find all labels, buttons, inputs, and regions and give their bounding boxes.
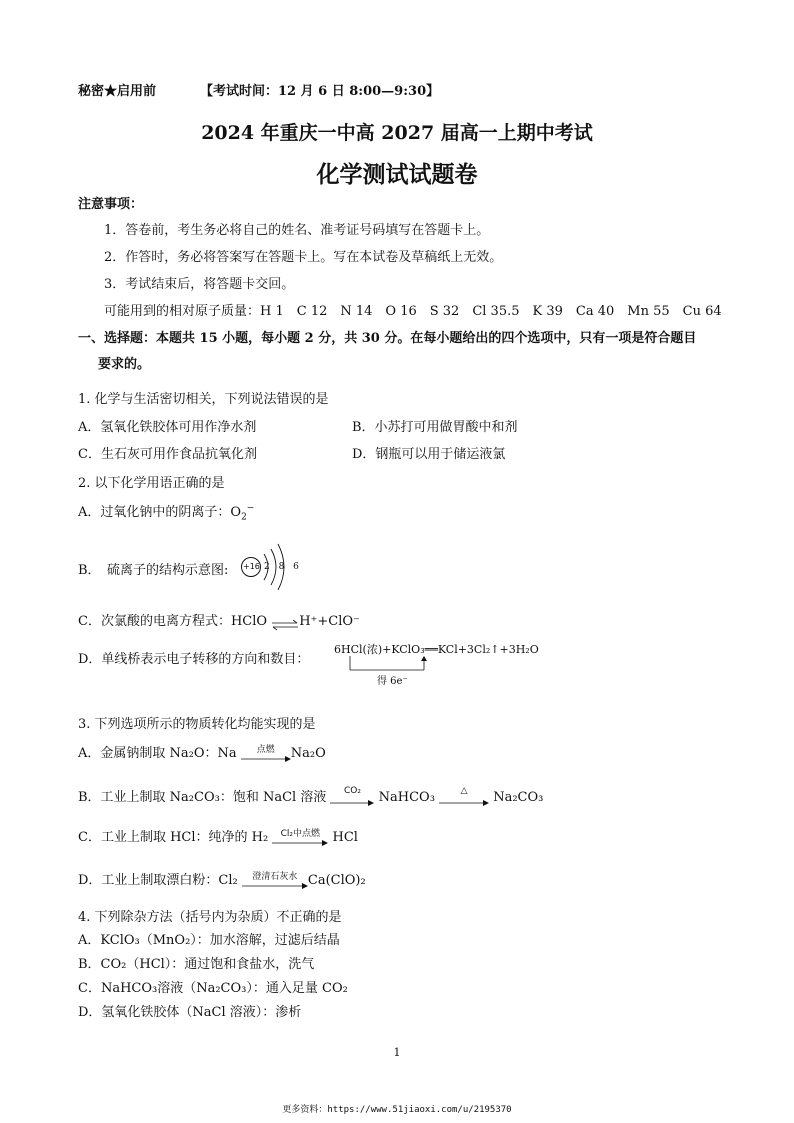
q3-option-c bbox=[78, 826, 358, 846]
q2-a-sub: 2 bbox=[241, 512, 247, 523]
exam-title: 2024 年重庆一中高 2027 届高一上期中考试 bbox=[201, 122, 593, 144]
q3-c-condition: Cl₂中点燃 bbox=[280, 828, 321, 839]
note-item-3: 3．考试结束后，将答题卡交回。 bbox=[104, 277, 295, 292]
reversible-arrow bbox=[271, 614, 299, 630]
q3-option-b bbox=[78, 786, 543, 806]
q4-option-a: A．KClO₃（MnO₂）：加水溶解，过滤后结晶 bbox=[78, 933, 340, 948]
q2-stem: 2. 以下化学用语正确的是 bbox=[78, 476, 225, 491]
q2-a-formula: O bbox=[230, 505, 242, 520]
q3-b-product: Na₂CO₃ bbox=[493, 790, 544, 805]
q2-a-text: A．过氧化钠中的阴离子： bbox=[78, 505, 231, 520]
paper-title: 化学测试试题卷 bbox=[316, 161, 478, 188]
q3-d-product: Ca(ClO)₂ bbox=[307, 873, 366, 888]
q3-a-arrow bbox=[241, 746, 291, 762]
q2-d-equation: 6HCl(浓)+KClO₃══KCl+3Cl₂↑+3H₂O bbox=[334, 643, 539, 656]
nucleus-charge: +16 bbox=[243, 562, 260, 571]
q3-b-arrow-1 bbox=[330, 785, 374, 806]
q1-option-b: B．小苏打可用做胃酸中和剂 bbox=[352, 420, 518, 435]
q4-option-d: D．氢氧化铁胶体（NaCl 溶液）：渗析 bbox=[78, 1005, 302, 1020]
q3-a-text: A．金属钠制取 Na₂O：Na bbox=[78, 746, 237, 761]
q3-b-condition-2: △ bbox=[460, 785, 468, 796]
q3-a-condition: 点燃 bbox=[256, 744, 275, 755]
exam-time: 【考试时间：12 月 6 日 8:00—9:30】 bbox=[200, 84, 440, 99]
q2-option-a bbox=[78, 501, 254, 523]
q2-option-b: B． 硫离子的结构示意图: bbox=[78, 563, 229, 578]
q1-stem: 1. 化学与生活密切相关，下列说法错误的是 bbox=[78, 392, 329, 407]
q2-c-right: H⁺+ClO⁻ bbox=[299, 614, 360, 629]
q3-c-text: C．工业上制取 HCl：纯净的 H₂ bbox=[78, 830, 269, 845]
q1-option-a: A．氢氧化铁胶体可用作净水剂 bbox=[78, 420, 257, 435]
q3-d-condition: 澄清石灰水 bbox=[252, 871, 298, 882]
secret-label: 秘密★启用前 bbox=[78, 84, 157, 99]
q3-b-intermediate: NaHCO₃ bbox=[378, 790, 435, 805]
q1-option-c: C．生石灰可用作食品抗氧化剂 bbox=[78, 447, 257, 462]
q2-c-text: C．次氯酸的电离方程式： bbox=[78, 614, 231, 629]
page-number: 1 bbox=[393, 1046, 401, 1059]
q3-b-condition-1: CO₂ bbox=[343, 785, 361, 796]
q2-option-c bbox=[78, 610, 360, 630]
electron-transfer-label: 得 6e⁻ bbox=[377, 676, 408, 687]
q3-b-arrow-2 bbox=[439, 785, 489, 806]
note-item-1: 1．答卷前，考生务必将自己的姓名、准考证号码填写在答题卡上。 bbox=[104, 223, 490, 238]
q3-a-product: Na₂O bbox=[290, 746, 326, 761]
q3-c-arrow bbox=[272, 830, 328, 846]
q3-option-a bbox=[78, 742, 326, 762]
section-heading-cont: 要求的。 bbox=[98, 357, 151, 372]
q3-d-arrow bbox=[242, 873, 308, 889]
q2-a-sup: − bbox=[246, 503, 255, 514]
q4-stem: 4. 下列除杂方法（括号内为杂质）不正确的是 bbox=[78, 910, 342, 925]
q1-option-d: D．钢瓶可以用于储运液氯 bbox=[352, 447, 506, 462]
footer-link[interactable]: 更多资料：https://www.51jiaoxi.com/u/2195370 bbox=[282, 1105, 512, 1115]
q4-option-b: B．CO₂（HCl）：通过饱和食盐水，洗气 bbox=[78, 957, 315, 972]
q3-option-d bbox=[78, 869, 366, 889]
electron-shells: 2 8 6 bbox=[264, 562, 302, 572]
q3-c-product: HCl bbox=[332, 830, 358, 845]
notes-heading: 注意事项： bbox=[78, 197, 144, 212]
q2-c-left: HClO bbox=[230, 614, 268, 629]
note-item-2: 2．作答时，务必将答案写在答题卡上。写在本试卷及草稿纸上无效。 bbox=[104, 250, 503, 265]
q3-d-text: D．工业上制取漂白粉：Cl₂ bbox=[78, 873, 238, 888]
q4-option-c: C．NaHCO₃溶液（Na₂CO₃）：通入足量 CO₂ bbox=[78, 981, 348, 996]
q3-b-text: B．工业上制取 Na₂CO₃：饱和 NaCl 溶液 bbox=[78, 790, 327, 805]
q3-stem: 3. 下列选项所示的物质转化均能实现的是 bbox=[78, 717, 316, 732]
q2-option-d: D．单线桥表示电子转移的方向和数目： bbox=[78, 652, 310, 667]
section-heading: 一、选择题：本题共 15 小题，每小题 2 分，共 30 分。在每小题给出的四个选项中，只有一项是符合题目 bbox=[78, 331, 697, 346]
atomic-masses: 可能用到的相对原子质量：H 1 C 12 N 14 O 16 S 32 Cl 35.5 K 39 Ca 40 Mn 55 Cu 64 bbox=[104, 304, 722, 319]
